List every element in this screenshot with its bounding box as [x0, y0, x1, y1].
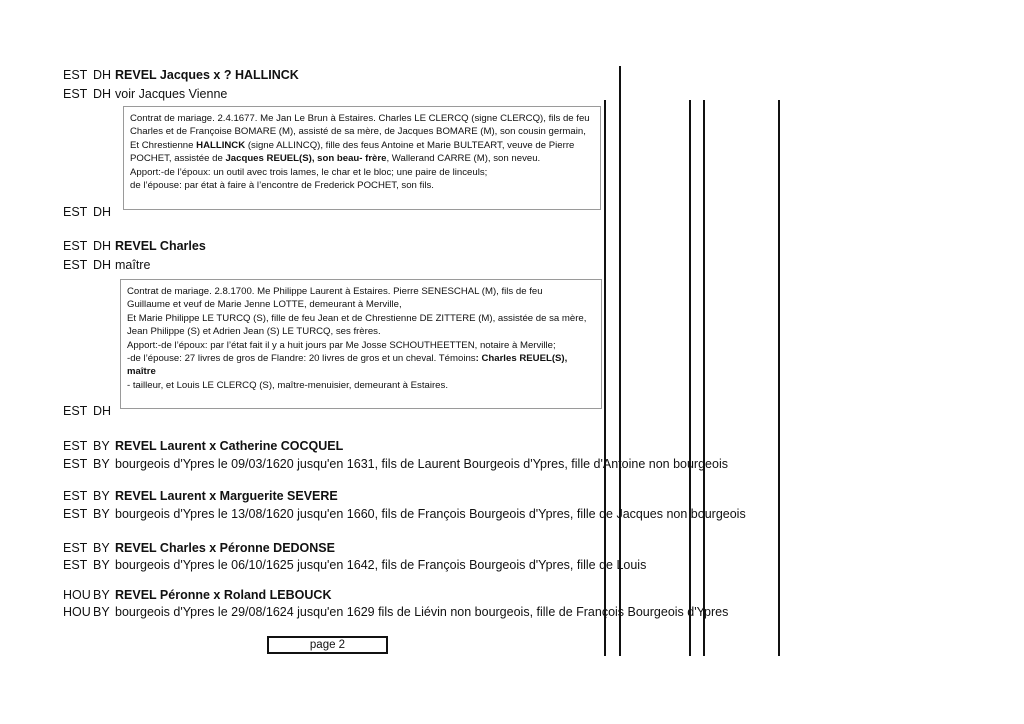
entry-title: REVEL Laurent x Catherine COCQUEL — [115, 439, 344, 453]
note-text: Contrat de mariage. 2.4.1677. Me Jan Le Brun à Estaires. Charles LE CLERCQ (signe CLERCQ), fils de feu — [130, 113, 590, 124]
entry-detail: bourgeois d'Ypres le 06/10/1625 jusqu'en 1642, fils de François Bourgeois d'Ypres, fille de Louis — [115, 558, 647, 572]
entry-row — [63, 456, 728, 472]
note-line — [127, 339, 595, 352]
vertical-rule — [778, 100, 780, 656]
note-text: Et Chrestienne — [130, 139, 197, 151]
location-code: EST — [63, 87, 88, 101]
source-code: BY — [93, 541, 110, 555]
source-code: DH — [93, 239, 112, 253]
entry-row — [63, 540, 335, 556]
note-text: de l’épouse: par état à faire à l’encontre de Frederick POCHET, son fils. — [130, 180, 434, 192]
note-text: Charles et de Françoise BOMARE (M), assisté de sa mère, de Jacques BOMARE (M), son cousin germain, — [130, 126, 586, 138]
source-code: DH — [93, 258, 112, 272]
entry-row — [63, 438, 343, 454]
note-line — [130, 125, 594, 138]
note-text: Apport:-de l’époux: un outil avec trois lames, le char et le bloc; une paire de linceuls; — [130, 166, 488, 178]
note-line — [127, 365, 595, 378]
note-emphasis: HALLINCK — [196, 139, 246, 151]
note-line — [130, 166, 594, 179]
vertical-rule — [703, 100, 705, 656]
marriage-contract-note — [120, 279, 602, 409]
note-text: - tailleur, et Louis LE CLERCQ (S), maître-menuisier, demeurant à Estaires. — [127, 379, 448, 391]
note-text: Jean Philippe (S) et Adrien Jean (S) LE TURCQ, ses frères. — [127, 326, 381, 338]
note-line — [127, 312, 595, 325]
entry-row — [63, 257, 150, 273]
note-line — [130, 152, 594, 165]
entry-row — [63, 86, 227, 102]
source-code: DH — [93, 404, 112, 418]
note-emphasis: maître — [127, 366, 156, 378]
entry-detail: bourgeois d'Ypres le 29/08/1624 jusqu'en 1629 fils de Liévin non bourgeois, fille de François Bourgeois d'Ypres — [115, 605, 729, 619]
entry-row — [63, 488, 338, 504]
note-text: POCHET, assistée de — [130, 153, 226, 165]
entry-title: REVEL Jacques x ? HALLINCK — [115, 68, 299, 82]
page-number: page 2 — [309, 639, 346, 651]
entry-row — [63, 204, 115, 220]
page-number-box — [267, 636, 388, 654]
location-code: EST — [63, 457, 88, 471]
location-code: EST — [63, 439, 88, 453]
location-code: EST — [63, 558, 88, 572]
location-code: EST — [63, 541, 88, 555]
location-code: EST — [63, 68, 88, 82]
entry-row — [63, 67, 299, 83]
location-code: EST — [63, 239, 88, 253]
entry-row — [63, 238, 206, 254]
source-code: DH — [93, 68, 112, 82]
note-line — [127, 379, 595, 392]
location-code: EST — [63, 258, 88, 272]
location-code: EST — [63, 507, 88, 521]
marriage-contract-note — [123, 106, 601, 210]
vertical-rule — [689, 100, 691, 656]
entry-row — [63, 587, 331, 603]
location-code: EST — [63, 404, 88, 418]
entry-detail: bourgeois d'Ypres le 09/03/1620 jusqu'en 1631, fils de Laurent Bourgeois d'Ypres, fille d'Antoine non bourgeois — [115, 457, 728, 471]
entry-title: REVEL Laurent x Marguerite SEVERE — [115, 489, 338, 503]
entry-detail: voir Jacques Vienne — [115, 87, 228, 101]
source-code: BY — [93, 605, 110, 619]
entry-row — [63, 506, 746, 522]
note-emphasis: Jacques REUEL(S), son beau- frère — [225, 153, 387, 165]
note-line — [130, 112, 594, 125]
location-code: HOU — [63, 605, 91, 619]
note-text: Et Marie Philippe LE TURCQ (S), fille de feu Jean et de Chrestienne DE ZITTERE (M), assistée de sa mère, — [127, 312, 587, 324]
note-text: -de l’épouse: 27 livres de gros de Flandre: 20 livres de gros et un cheval. Témoins — [127, 353, 476, 365]
note-line — [127, 298, 595, 311]
location-code: EST — [63, 489, 88, 503]
location-code: EST — [63, 205, 88, 219]
source-code: BY — [93, 507, 110, 521]
source-code: DH — [93, 87, 112, 101]
note-line — [130, 179, 594, 192]
note-text: (signe ALLINCQ), fille des feus Antoine et Marie BULTEART, veuve de Pierre — [245, 139, 575, 151]
entry-title: REVEL Charles — [115, 239, 206, 253]
note-text: Guillaume et veuf de Marie Jenne LOTTE, demeurant à Merville, — [127, 299, 402, 311]
note-line — [127, 325, 595, 338]
note-text: , Wallerand CARRE (M), son neveu. — [386, 153, 541, 165]
source-code: BY — [93, 489, 110, 503]
note-line — [127, 285, 595, 298]
location-code: HOU — [63, 588, 91, 602]
entry-row — [63, 604, 728, 620]
entry-title: REVEL Péronne x Roland LEBOUCK — [115, 588, 332, 602]
source-code: BY — [93, 439, 110, 453]
note-text: Contrat de mariage. 2.8.1700. Me Philippe Laurent à Estaires. Pierre SENESCHAL (M), fils de feu — [127, 286, 543, 297]
note-line — [130, 139, 594, 152]
note-emphasis: : Charles REUEL(S), — [475, 353, 568, 365]
note-line — [127, 352, 595, 365]
source-code: BY — [93, 558, 110, 572]
source-code: DH — [93, 205, 112, 219]
entry-detail: bourgeois d'Ypres le 13/08/1620 jusqu'en 1660, fils de François Bourgeois d'Ypres, fille de Jacques non bourgeois — [115, 507, 746, 521]
entry-row — [63, 403, 115, 419]
source-code: BY — [93, 588, 110, 602]
source-code: BY — [93, 457, 110, 471]
note-text: Apport:-de l’époux: par l’état fait il y a huit jours par Me Josse SCHOUTHEETTEN, notaire à Merville; — [127, 339, 556, 351]
entry-title: REVEL Charles x Péronne DEDONSE — [115, 541, 335, 555]
entry-detail: maître — [115, 258, 151, 272]
entry-row — [63, 557, 646, 573]
